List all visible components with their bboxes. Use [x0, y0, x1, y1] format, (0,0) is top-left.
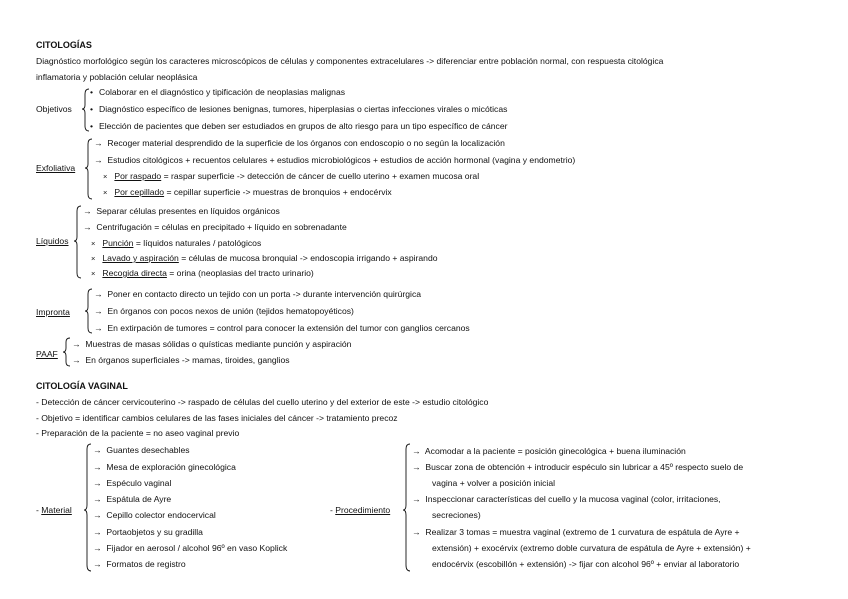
- liquidos-sub-item: × Lavado y aspiración = células de mucosa bronquial -> endoscopia irrigando + aspirando: [91, 253, 438, 263]
- material-item: → Mesa de exploración ginecológica: [93, 462, 236, 472]
- material-item: → Fijador en aerosol / alcohol 96º en vaso Koplick: [93, 543, 288, 553]
- exfoliativa-item: → Recoger material desprendido de la superficie de los órganos con endoscopio o no según la localización: [94, 138, 505, 148]
- liquidos-sub-item: × Recogida directa = orina (neoplasias del tracto urinario): [91, 268, 314, 278]
- vaginal-line: - Objetivo = identificar cambios celulares de las fases iniciales del cáncer -> tratamiento precoz: [36, 413, 398, 423]
- material-item: → Formatos de registro: [93, 559, 186, 569]
- procedimiento-item-cont: extensión) + exocérvix (extremo doble curvatura de espátula de Ayre + extensión) +: [432, 543, 751, 553]
- intro-text-cont: inflamatoria y población celular neoplásica: [36, 72, 198, 82]
- intro-text: Diagnóstico morfológico según los caracteres microscópicos de células y componentes extracelulares -> diferenciar entre población normal, con respuesta citológica: [36, 56, 664, 66]
- liquidos-brace: [73, 205, 83, 279]
- material-brace: [83, 443, 93, 572]
- procedimiento-item-cont: vagina + volver a posición inicial: [432, 478, 556, 488]
- impronta-item: → En extirpación de tumores = control para conocer la extensión del tumor con ganglios cercanos: [94, 323, 470, 333]
- paaf-brace: [62, 337, 72, 367]
- liquidos-item: → Separar células presentes en líquidos orgánicos: [83, 206, 280, 216]
- procedimiento-item: → Buscar zona de obtención + introducir espéculo sin lubricar a 45º respecto suelo de: [412, 462, 744, 472]
- liquidos-label: Líquidos: [36, 236, 69, 246]
- procedimiento-item: → Acomodar a la paciente = posición ginecológica + buena iluminación: [412, 446, 686, 456]
- material-item: → Cepillo colector endocervical: [93, 510, 216, 520]
- procedimiento-item: → Realizar 3 tomas = muestra vaginal (extremo de 1 curvatura de espátula de Ayre +: [412, 527, 740, 537]
- exfoliativa-sub-item: × Por raspado = raspar superficie -> detección de cáncer de cuello uterino + examen mucosa oral: [103, 171, 480, 181]
- procedimiento-item: → Inspeccionar características del cuello y la mucosa vaginal (color, irritaciones,: [412, 494, 721, 504]
- vaginal-line: - Detección de cáncer cervicouterino -> raspado de células del cuello uterino y del exterior de este -> estudio citológico: [36, 397, 489, 407]
- exfoliativa-sub-item: × Por cepillado = cepillar superficie -> muestras de bronquios + endocérvix: [103, 187, 392, 197]
- vaginal-title: CITOLOGÍA VAGINAL: [36, 381, 128, 391]
- objetivos-label: Objetivos: [36, 104, 72, 114]
- page-title: CITOLOGÍAS: [36, 40, 92, 50]
- impronta-label: Impronta: [36, 307, 70, 317]
- impronta-item: → Poner en contacto directo un tejido con un porta -> durante intervención quirúrgica: [94, 289, 422, 299]
- material-item: → Espátula de Ayre: [93, 494, 172, 504]
- paaf-item: → En órganos superficiales -> mamas, tiroides, ganglios: [72, 355, 290, 365]
- paaf-label: PAAF: [36, 349, 58, 359]
- material-item: → Guantes desechables: [93, 445, 190, 455]
- objetivos-item: • Diagnóstico específico de lesiones benignas, tumores, hiperplasias o ciertas infecciones virales o micóticas: [90, 104, 508, 114]
- vaginal-line: - Preparación de la paciente = no aseo vaginal previo: [36, 428, 240, 438]
- procedimiento-item-cont: endocérvix (escobillón + extensión) -> fijar con alcohol 96º + enviar al laboratorio: [432, 559, 740, 569]
- material-label: - Material: [36, 505, 72, 515]
- impronta-item: → En órganos con pocos nexos de unión (tejidos hematopoyéticos): [94, 306, 354, 316]
- exfoliativa-brace: [84, 138, 94, 200]
- objetivos-item: • Colaborar en el diagnóstico y tipificación de neoplasias malignas: [90, 87, 346, 97]
- material-item: → Portaobjetos y su gradilla: [93, 527, 203, 537]
- procedimiento-item-cont: secreciones): [432, 510, 481, 520]
- liquidos-item: → Centrifugación = células en precipitado + líquido en sobrenadante: [83, 222, 347, 232]
- paaf-item: → Muestras de masas sólidas o quísticas mediante punción y aspiración: [72, 339, 352, 349]
- material-item: → Espéculo vaginal: [93, 478, 172, 488]
- exfoliativa-label: Exfoliativa: [36, 163, 76, 173]
- procedimiento-label: - Procedimiento: [330, 505, 391, 515]
- impronta-brace: [84, 288, 94, 334]
- liquidos-sub-item: × Punción = líquidos naturales / patológicos: [91, 238, 262, 248]
- objetivos-item: • Elección de pacientes que deben ser estudiados en grupos de alto riesgo para un tipo específico de cáncer: [90, 121, 508, 131]
- exfoliativa-item: → Estudios citológicos + recuentos celulares + estudios microbiológicos + estudios de acción hormonal (vagina y endometrio): [94, 155, 576, 165]
- procedimiento-brace: [402, 443, 412, 572]
